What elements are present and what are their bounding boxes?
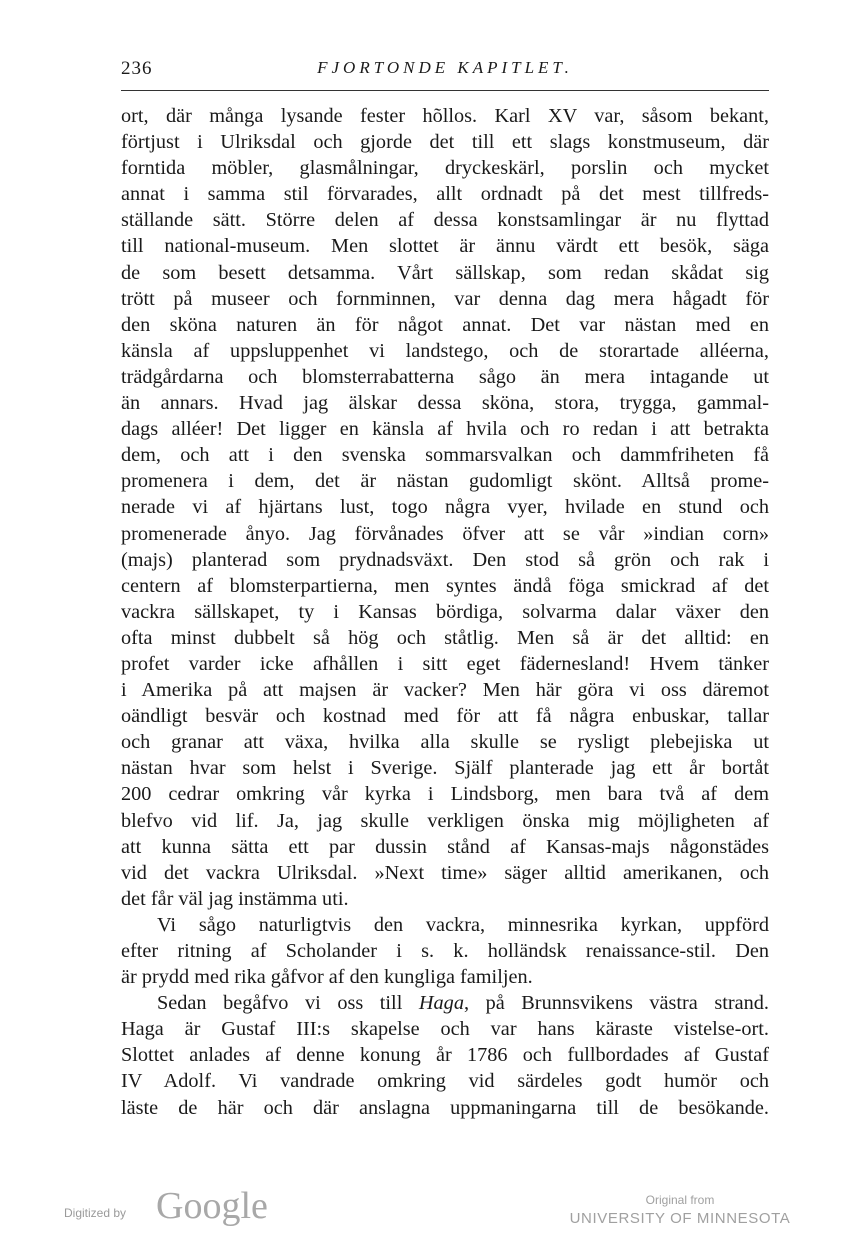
text-line: läste de här och där anslagna uppmaningarna till de besökande. <box>121 1096 769 1119</box>
institution-name: UNIVERSITY OF MINNESOTA <box>569 1210 791 1227</box>
text-line: det får väl jag instämma uti. <box>121 887 349 910</box>
text-line: IV Adolf. Vi vandrade omkring vid särdeles godt humör och <box>121 1070 769 1093</box>
text-line: annat i samma stil förvarades, allt ordnadt på det mest tillfreds- <box>121 183 769 206</box>
text-line: förtjust i Ulriksdal och gjorde det till ett slags konstmuseum, där <box>121 131 769 154</box>
text-line: Sedan begåfvo vi oss till Haga, på Brunnsvikens västra strand. <box>157 992 769 1015</box>
page-header <box>121 58 769 88</box>
text-line: centern af blomsterpartierna, men syntes ändå föga smickrad af det <box>121 574 769 597</box>
text-line: vackra sällskapet, ty i Kansas bördiga, solvarma dalar växer den <box>121 600 769 623</box>
original-from-label: Original from <box>645 1193 715 1207</box>
text-line: nästan hvar som helst i Sverige. Själf planterade jag ett år bortåt <box>121 757 769 780</box>
page-number: 236 <box>121 58 153 79</box>
text-line: ort, där många lysande fester hõllos. Karl XV var, såsom bekant, <box>121 105 769 127</box>
text-line: dags alléer! Det ligger en känsla af hvila och ro redan i att betrakta <box>121 418 769 441</box>
text-line: ställande sätt. Större delen af dessa konstsamlingar är nu flyttad <box>121 209 769 232</box>
text-line: 200 cedrar omkring vår kyrka i Lindsborg, men bara två af dem <box>121 783 769 806</box>
emphasized-place-name: Haga <box>418 992 464 1015</box>
text-line: i Amerika på att majsen är vacker? Men här göra vi oss däremot <box>121 679 769 702</box>
text-line: (majs) planterad som prydnadsväxt. Den stod så grön och rak i <box>121 548 769 571</box>
text-line: och granar att växa, hvilka alla skulle se rysligt plebejiska ut <box>121 731 769 754</box>
source-credit <box>560 1193 800 1227</box>
text-line: trädgårdarna och blomsterrabatterna sågo än mera intagande ut <box>121 365 769 388</box>
digitized-by-label: Digitized by <box>64 1206 127 1220</box>
google-logo: Google <box>156 1185 268 1227</box>
text-line: är prydd med rika gåfvor af den kungliga familjen. <box>121 966 533 989</box>
text-line: trött på museer och fornminnen, var denna dag mera hågadt för <box>121 287 769 310</box>
text-line: forntida möbler, glasmålningar, dryckeskärl, porslin och mycket <box>121 157 769 180</box>
text-line: dem, och att i den svenska sommarsvalkan och dammfriheten få <box>121 444 769 467</box>
text-line: efter ritning af Scholander i s. k. holländsk renaissance-stil. Den <box>121 940 769 962</box>
text-line: promenerade ånyo. Jag förvånades öfver att se vår »indian corn» <box>121 522 769 545</box>
running-head: FJORTONDE KAPITLET. <box>317 58 573 77</box>
text-line: blefvo vid lif. Ja, jag skulle verkligen önska mig möjligheten af <box>121 809 769 832</box>
header-rule <box>121 90 769 91</box>
text-line: oändligt besvär och kostnad med för att få några enbuskar, tallar <box>121 705 769 728</box>
text-line: den sköna naturen än för något annat. Det var nästan med en <box>121 313 769 336</box>
text-line: Slottet anlades af denne konung år 1786 och fullbordades af Gustaf <box>121 1044 769 1067</box>
text-line: vid det vackra Ulriksdal. »Next time» säger alltid amerikanen, och <box>121 861 769 884</box>
text-line: till national-museum. Men slottet är ännu värdt ett besök, säga <box>121 235 769 258</box>
text-line: Haga är Gustaf III:s skapelse och var hans käraste vistelse-ort. <box>121 1018 769 1041</box>
text-line: än annars. Hvad jag älskar dessa sköna, stora, trygga, gammal- <box>121 392 769 415</box>
text-line: promenera i dem, det är nästan gudomligt skönt. Alltså prome- <box>121 470 769 493</box>
body-text <box>121 103 769 1121</box>
text-line: ofta minst dubbelt så hög och ståtlig. Men så är det alltid: en <box>121 626 769 649</box>
text-line: nerade vi af hjärtans lust, togo några vyer, hvilade en stund och <box>121 496 769 519</box>
text-line: Vi sågo naturligtvis den vackra, minnesrika kyrkan, uppförd <box>157 913 769 936</box>
text-line: känsla af uppsluppenhet vi landstego, och de storartade alléerna, <box>121 339 769 362</box>
text-line: profet varder icke afhållen i sitt eget fädernesland! Hvem tänker <box>121 652 769 675</box>
text-line: de som besett detsamma. Vårt sällskap, som redan skådat sig <box>121 261 769 284</box>
text-line: att kunna sätta ett par dussin stånd af Kansas-majs någonstädes <box>121 835 769 858</box>
